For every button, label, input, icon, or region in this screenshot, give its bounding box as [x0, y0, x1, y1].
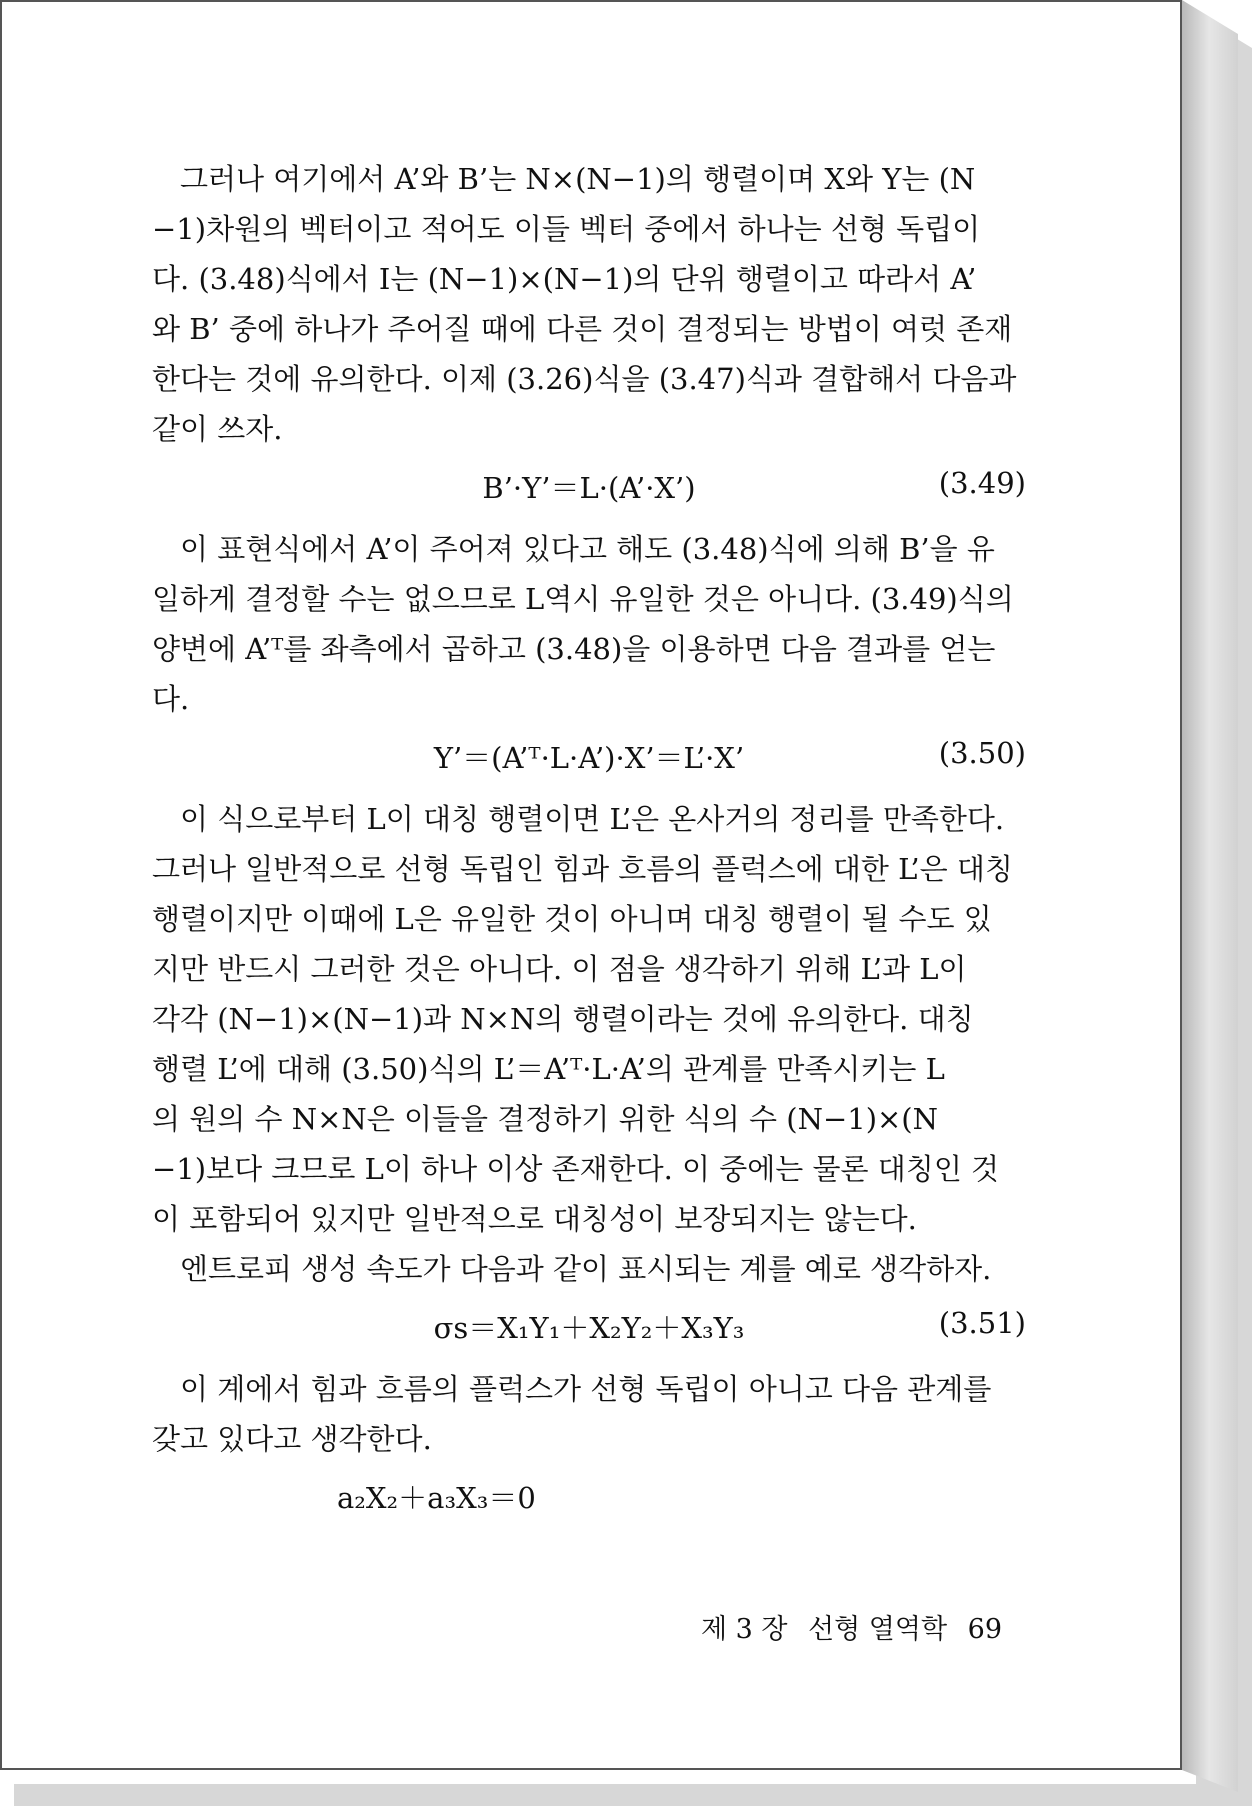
equation-body: B’·Y’＝L·(A’·X’): [482, 471, 696, 505]
text-line: 다. (3.48)식에서 I는 (N−1)×(N−1)의 단위 행렬이고 따라서 A’: [152, 262, 977, 296]
text-line: 양변에 A’ᵀ를 좌측에서 곱하고 (3.48)을 이용하면 다음 결과를 얻는: [152, 632, 996, 666]
paragraph-4: [152, 1244, 1026, 1294]
chapter-label: 제 3 장: [700, 1614, 788, 1645]
equation-constraint: [152, 1464, 1026, 1534]
equation-3-50: [152, 724, 1026, 794]
text-line: 행렬 L’에 대해 (3.50)식의 L’＝A’ᵀ·L·A’의 관계를 만족시키는 L: [152, 1052, 945, 1086]
text-line: 갖고 있다고 생각한다.: [152, 1422, 432, 1456]
text-line: 와 B’ 중에 하나가 주어질 때에 다른 것이 결정되는 방법이 여럿 존재: [152, 312, 1013, 346]
text-line: 엔트로피 생성 속도가 다음과 같이 표시되는 계를 예로 생각하자.: [180, 1252, 992, 1286]
text-line: 이 식으로부터 L이 대칭 행렬이면 L’은 온사거의 정리를 만족한다.: [180, 802, 1005, 836]
text-line: 한다는 것에 유의한다. 이제 (3.26)식을 (3.47)식과 결합해서 다음과: [152, 362, 1017, 396]
text-line: 그러나 일반적으로 선형 독립인 힘과 흐름의 플럭스에 대한 L’은 대칭: [152, 852, 1013, 886]
paragraph-5: [152, 1364, 1026, 1464]
text-line: 같이 쓰자.: [152, 412, 283, 446]
chapter-title: 선형 열역학: [808, 1614, 948, 1645]
equation-body: Y’＝(A’ᵀ·L·A’)·X’＝L’·X’: [433, 741, 745, 775]
equation-body: a₂X₂＋a₃X₃＝0: [337, 1481, 536, 1515]
equation-body: σs＝X₁Y₁＋X₂Y₂＋X₃Y₃: [433, 1311, 745, 1345]
text-line: 지만 반드시 그러한 것은 아니다. 이 점을 생각하기 위해 L’과 L이: [152, 952, 967, 986]
paragraph-2: [152, 524, 1026, 724]
text-line: 그러나 여기에서 A’와 B’는 N×(N−1)의 행렬이며 X와 Y는 (N: [180, 162, 976, 196]
paragraph-3: [152, 794, 1026, 1244]
text-line: 이 표현식에서 A’이 주어져 있다고 해도 (3.48)식에 의해 B’을 유: [180, 532, 995, 566]
equation-number: (3.51): [938, 1306, 1026, 1340]
text-line: 일하게 결정할 수는 없으므로 L역시 유일한 것은 아니다. (3.49)식의: [152, 582, 1014, 616]
text-line: 각각 (N−1)×(N−1)과 N×N의 행렬이라는 것에 유의한다. 대칭: [152, 1002, 974, 1036]
equation-3-51: [152, 1294, 1026, 1364]
text-line: −1)보다 크므로 L이 하나 이상 존재한다. 이 중에는 물론 대칭인 것: [152, 1152, 1000, 1186]
text-line: 다.: [152, 682, 190, 716]
paragraph-1: [152, 154, 1026, 454]
text-line: 이 계에서 힘과 흐름의 플럭스가 선형 독립이 아니고 다음 관계를: [180, 1372, 992, 1406]
equation-number: (3.50): [938, 736, 1026, 770]
equation-3-49: [152, 454, 1026, 524]
page-footer: [152, 1607, 1002, 1646]
equation-number: (3.49): [938, 466, 1026, 500]
page-content: [152, 154, 1026, 1534]
text-line: 행렬이지만 이때에 L은 유일한 것이 아니며 대칭 행렬이 될 수도 있: [152, 902, 992, 936]
text-line: 의 원의 수 N×N은 이들을 결정하기 위한 식의 수 (N−1)×(N: [152, 1102, 938, 1136]
page-number: 69: [967, 1614, 1002, 1645]
text-line: 이 포함되어 있지만 일반적으로 대칭성이 보장되지는 않는다.: [152, 1202, 917, 1236]
text-line: −1)차원의 벡터이고 적어도 이들 벡터 중에서 하나는 선형 독립이: [152, 212, 981, 246]
